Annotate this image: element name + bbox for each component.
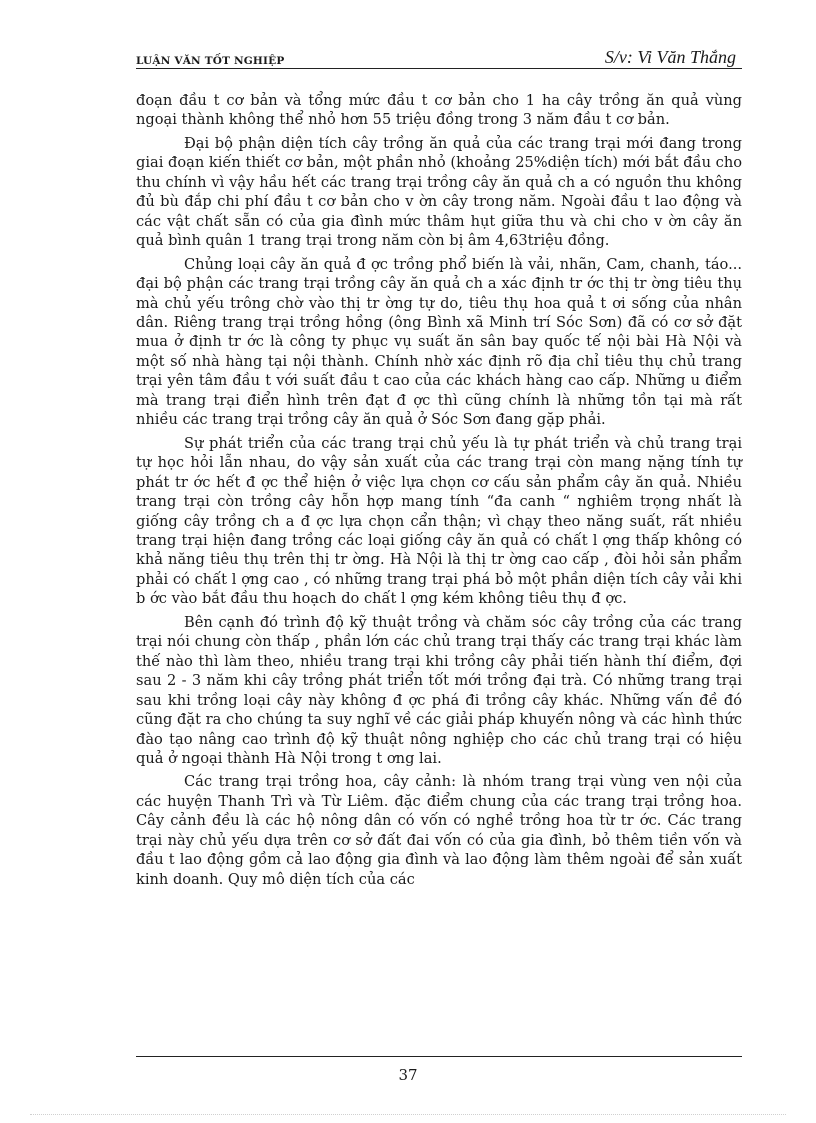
paragraph: Các trang trại trồng hoa, cây cảnh: là nhóm trang trại vùng ven nội của các huyện Thanh Trì và Từ Liêm. đặc điểm chung của các trang trại trồng hoa. Cây cảnh đều là các hộ nông dân có vốn có nghề trồng hoa từ tr ớc. Các trang trại này chủ yếu dựa trên cơ sở đất đai vốn có của gia đình, bỏ thêm tiền vốn và đầu t lao động gồm cả lao động gia đình và lao động làm thêm ngoài để sản xuất kinh doanh. Quy mô diện tích của các [136,773,742,888]
page-number: 37 [398,1066,418,1084]
footer-divider [136,1056,742,1057]
header-title: LUẬN VĂN TỐT NGHIỆP [136,55,285,67]
header-author: S/v: Vi Văn Thắng [604,47,736,67]
page-header [136,46,742,69]
paragraph: Sự phát triển của các trang trại chủ yếu là tự phát triển và chủ trang trại tự học hỏi lẫn nhau, do vậy sản xuất của các trang trại còn mang nặng tính tự phát tr ớc hết đ ợc thể hiện ở việc lựa chọn cơ cấu sản phẩm cây ăn quả. Nhiều trang trại còn trồng cây hỗn hợp mang tính “đa canh “ nghiêm trọng nhất là giống cây trồng ch a đ ợc lựa chọn cẩn thận; vì chạy theo năng suất, rất nhiều trang trại hiện đang trồng các loại giống cây ăn quả có chất l ợng thấp không có khả năng tiêu thụ trên thị tr ờng. Hà Nội là thị tr ờng cao cấp , đòi hỏi sản phẩm phải có chất l ợng cao , có những trang trại phá bỏ một phần diện tích cây vải khi b ớc vào bắt đầu thu hoạch do chất l ợng kém không tiêu thụ đ ợc. [136,434,742,608]
paragraph: Đại bộ phận diện tích cây trồng ăn quả của các trang trại mới đang trong giai đoạn kiến thiết cơ bản, một phần nhỏ (khoảng 25%diện tích) mới bắt đầu cho thu chính vì vậy hầu hết các trang trại trồng cây ăn quả ch a có nguồn thu không đủ bù đắp chi phí đầu t cơ bản cho v ờn cây trong năm. Ngoài đầu t lao động và các vật chất sẵn có của gia đình mức thâm hụt giữa thu và chi cho v ờn cây ăn quả bình quân 1 trang trại trong năm còn bị âm 4,63triệu đồng. [136,134,742,250]
paragraph: Bên cạnh đó trình độ kỹ thuật trồng và chăm sóc cây trồng của các trang trại nói chung còn thấp , phần lớn các chủ trang trại thấy các trang trại khác làm thế nào thì làm theo, nhiều trang trại khi trồng cây phải tiến hành thí điểm, đợi sau 2 - 3 năm khi cây trồng phát triển tốt mới trồng đại trà. Có những trang trại sau khi trồng loại cây này không đ ợc phá đi trồng cây khác. Những vấn đề đó cũng đặt ra cho chúng ta suy nghĩ về các giải pháp khuyến nông và các hình thức đào tạo nâng cao trình độ kỹ thuật nông nghiệp cho các chủ trang trại có hiệu quả ở ngoại thành Hà Nội trong t ơng lai. [136,613,742,767]
body-text [136,91,742,893]
paragraph: đoạn đầu t cơ bản và tổng mức đầu t cơ bản cho 1 ha cây trồng ăn quả vùng ngoại thành không thể nhỏ hơn 55 triệu đồng trong 3 năm đầu t cơ bản. [136,92,742,129]
paragraph: Chủng loại cây ăn quả đ ợc trồng phổ biến là vải, nhãn, Cam, chanh, táo... đại bộ phận các trang trại trồng cây ăn quả ch a xác định tr ớc thị tr ờng tiêu thụ mà chủ yếu trông chờ vào thị tr ờng tự do, tiêu thụ hoa quả t ơi sống của nhân dân. Riêng trang trại trồng hồng (ông Bình xã Minh trí Sóc Sơn) đã có cơ sở đặt mua ở định tr ớc là công ty phục vụ suất ăn sân bay quốc tế nội bài Hà Nội và một số nhà hàng tại nội thành. Chính nhờ xác định rõ địa chỉ tiêu thụ chủ trang trại yên tâm đầu t với suất đầu t cao của các khách hàng cao cấp. Những u điểm mà trang trại điển hình trên đạt đ ợc thì cũng chính là những tồn tại mà rất nhiều các trang trại trồng cây ăn quả ở Sóc Sơn đang gặp phải. [136,255,742,429]
page-edge-divider [30,1114,786,1115]
